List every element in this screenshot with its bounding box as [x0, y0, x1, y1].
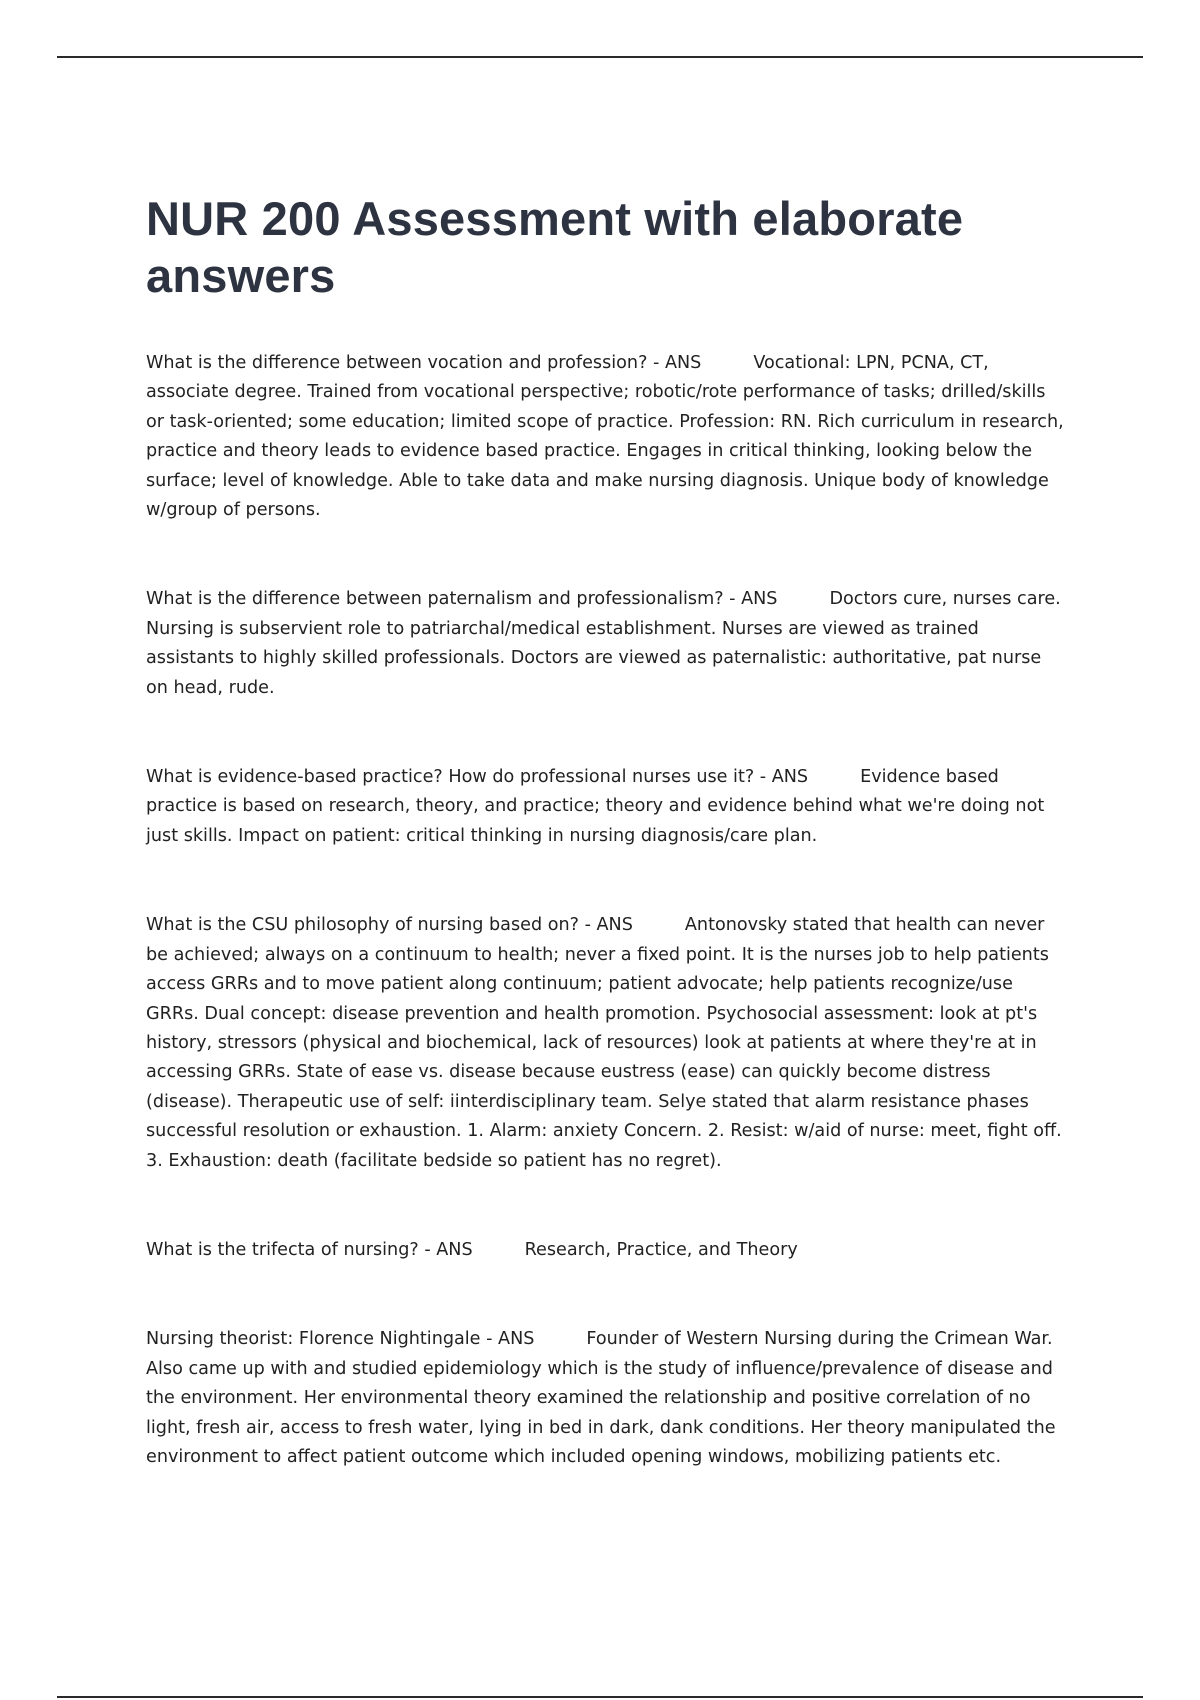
answer-marker: - ANS — [584, 915, 633, 936]
qa-item — [146, 763, 1066, 851]
answer-text: Vocational: LPN, PCNA, CT, associate degree. Trained from vocational perspective; robotic/rote performance of tasks; drilled/skills or task-oriented; some education; limited scope of practice. Profession: RN. Rich curriculum in research, practice and theory leads to evidence based practice. Engages in critical thinking, looking below the surface; level of knowledge. Able to take data and make nursing diagnosis. Unique body of knowledge w/group of persons. — [146, 353, 1064, 521]
document-body — [146, 190, 1066, 1472]
question-text: What is the trifecta of nursing? — [146, 1239, 419, 1260]
answer-marker: - ANS — [729, 589, 778, 610]
qa-item — [146, 1236, 1066, 1265]
qa-item — [146, 349, 1066, 525]
question-text: What is evidence-based practice? How do professional nurses use it? — [146, 767, 755, 788]
answer-marker: - ANS — [424, 1239, 473, 1260]
answer-marker: - ANS — [759, 767, 809, 788]
answer-text: Founder of Western Nursing during the Crimean War. Also came up with and studied epidemiology which is the study of influence/prevalence of disease and the environment. Her environmental theory examined the relationship and positive correlation of no light, fresh air, access to fresh water, lying in bed in dark, dank conditions. Her theory manipulated the environment to affect patient outcome which included opening windows, mobilizing patients etc. — [146, 1329, 1056, 1467]
answer-marker: - ANS — [486, 1329, 535, 1350]
qa-item — [146, 911, 1066, 1176]
answer-text: Doctors cure, nurses care. Nursing is subservient role to patriarchal/medical establishment. Nurses are viewed as trained assistants to highly skilled professionals. Doctors are viewed as paternalistic: authoritative, pat nurse on head, rude. — [146, 589, 1061, 698]
question-text: Nursing theorist: Florence Nightingale — [146, 1329, 481, 1350]
top-rule — [57, 56, 1143, 58]
answer-text: Evidence based practice is based on research, theory, and practice; theory and evidence behind what we're doing not just skills. Impact on patient: critical thinking in nursing diagnosis/care plan. — [146, 767, 1045, 846]
answer-text: Antonovsky stated that health can never be achieved; always on a continuum to health; never a fixed point. It is the nurses job to help patients access GRRs and to move patient along continuum; patient advocate; help patients recognize/use GRRs. Dual concept: disease prevention and health promotion. Psychosocial assessment: look at pt's history, stressors (physical and biochemical, lack of resources) look at patients at where they're at in accessing GRRs. State of ease vs. disease because eustress (ease) can quickly become distress (disease). Therapeutic use of self: iinterdisciplinary team. Selye stated that alarm resistance phases successful resolution or exhaustion. 1. Alarm: anxiety Concern. 2. Resist: w/aid of nurse: meet, fight off. 3. Exhaustion: death (facilitate bedside so patient has no regret). — [146, 915, 1062, 1171]
answer-text: Research, Practice, and Theory — [524, 1239, 798, 1260]
question-text: What is the difference between vocation and profession? — [146, 353, 648, 373]
qa-item — [146, 585, 1066, 703]
answer-marker: - ANS — [653, 353, 702, 373]
qa-item — [146, 1325, 1066, 1472]
document-title: NUR 200 Assessment with elaborate answers — [146, 192, 964, 302]
question-text: What is the difference between paternalism and professionalism? — [146, 589, 724, 610]
bottom-rule — [57, 1696, 1143, 1698]
question-text: What is the CSU philosophy of nursing based on? — [146, 915, 579, 936]
